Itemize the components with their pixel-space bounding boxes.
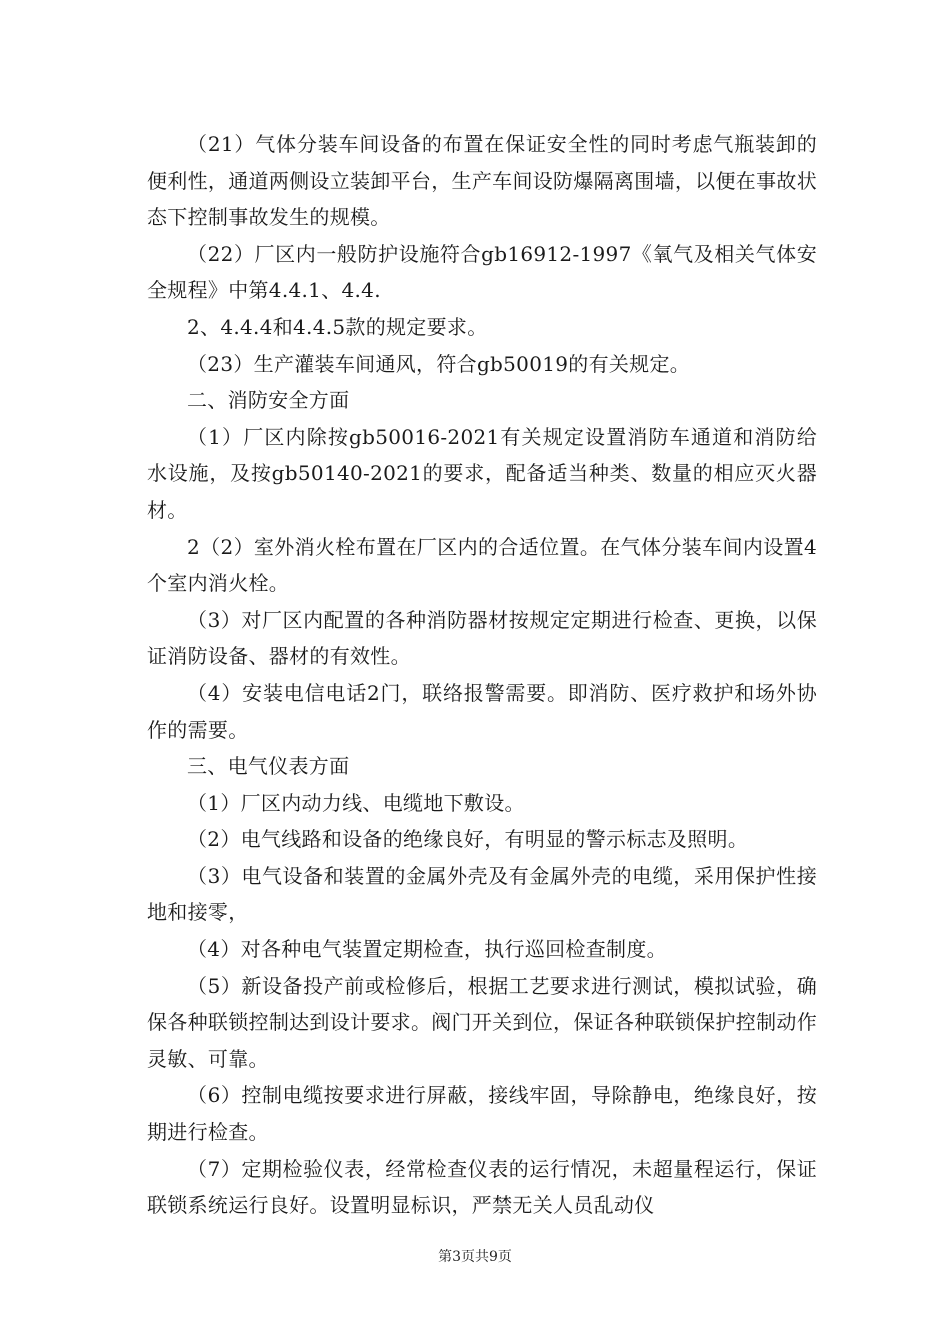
electrical-item-3: （3）电气设备和装置的金属外壳及有金属外壳的电缆，采用保护性接地和接零，	[147, 863, 817, 925]
page-number: 第3页共9页	[438, 1249, 512, 1265]
electrical-item-7: （7）定期检验仪表，经常检查仪表的运行情况，未超量程运行，保证联锁系统运行良好。设置明显标识，严禁无关人员乱动仪	[147, 1156, 817, 1218]
fire-item-3: （3）对厂区内配置的各种消防器材按规定定期进行检查、更换，以保证消防设备、器材的有效性。	[147, 607, 817, 669]
fire-item-4: （4）安装电信电话2门，联络报警需要。即消防、医疗救护和场外协作的需要。	[147, 680, 817, 742]
section-heading-electrical: 三、电气仪表方面	[187, 754, 350, 779]
electrical-item-5: （5）新设备投产前或检修后，根据工艺要求进行测试，模拟试验，确保各种联锁控制达到设计要求。阀门开关到位，保证各种联锁保护控制动作灵敏、可靠。	[147, 973, 817, 1071]
paragraph-22-continued: 2、4.4.4和4.4.5款的规定要求。	[187, 314, 488, 339]
electrical-item-4: （4）对各种电气装置定期检查，执行巡回检查制度。	[187, 937, 667, 962]
paragraph-23: （23）生产灌装车间通风，符合gb50019的有关规定。	[187, 351, 691, 376]
fire-item-2: 2（2）室外消火栓布置在厂区内的合适位置。在气体分装车间内设置4个室内消火栓。	[147, 534, 817, 596]
electrical-item-2: （2）电气线路和设备的绝缘良好，有明显的警示标志及照明。	[187, 827, 749, 852]
fire-item-1: （1）厂区内除按gb50016-2021有关规定设置消防车通道和消防给水设施，及按gb50140-2021的要求，配备适当种类、数量的相应灭火器材。	[147, 424, 817, 522]
paragraph-22: （22）厂区内一般防护设施符合gb16912-1997《氧气及相关气体安全规程》中第4.4.1、4.4.	[147, 241, 817, 303]
document-body	[147, 126, 817, 1224]
paragraph-21: （21）气体分装车间设备的布置在保证安全性的同时考虑气瓶装卸的便利性，通道两侧设立装卸平台，生产车间设防爆隔离围墙，以便在事故状态下控制事故发生的规模。	[147, 132, 817, 230]
electrical-item-1: （1）厂区内动力线、电缆地下敷设。	[187, 790, 525, 815]
electrical-item-6: （6）控制电缆按要求进行屏蔽，接线牢固，导除静电，绝缘良好，按期进行检查。	[147, 1083, 817, 1145]
section-heading-fire-safety: 二、消防安全方面	[187, 388, 350, 413]
